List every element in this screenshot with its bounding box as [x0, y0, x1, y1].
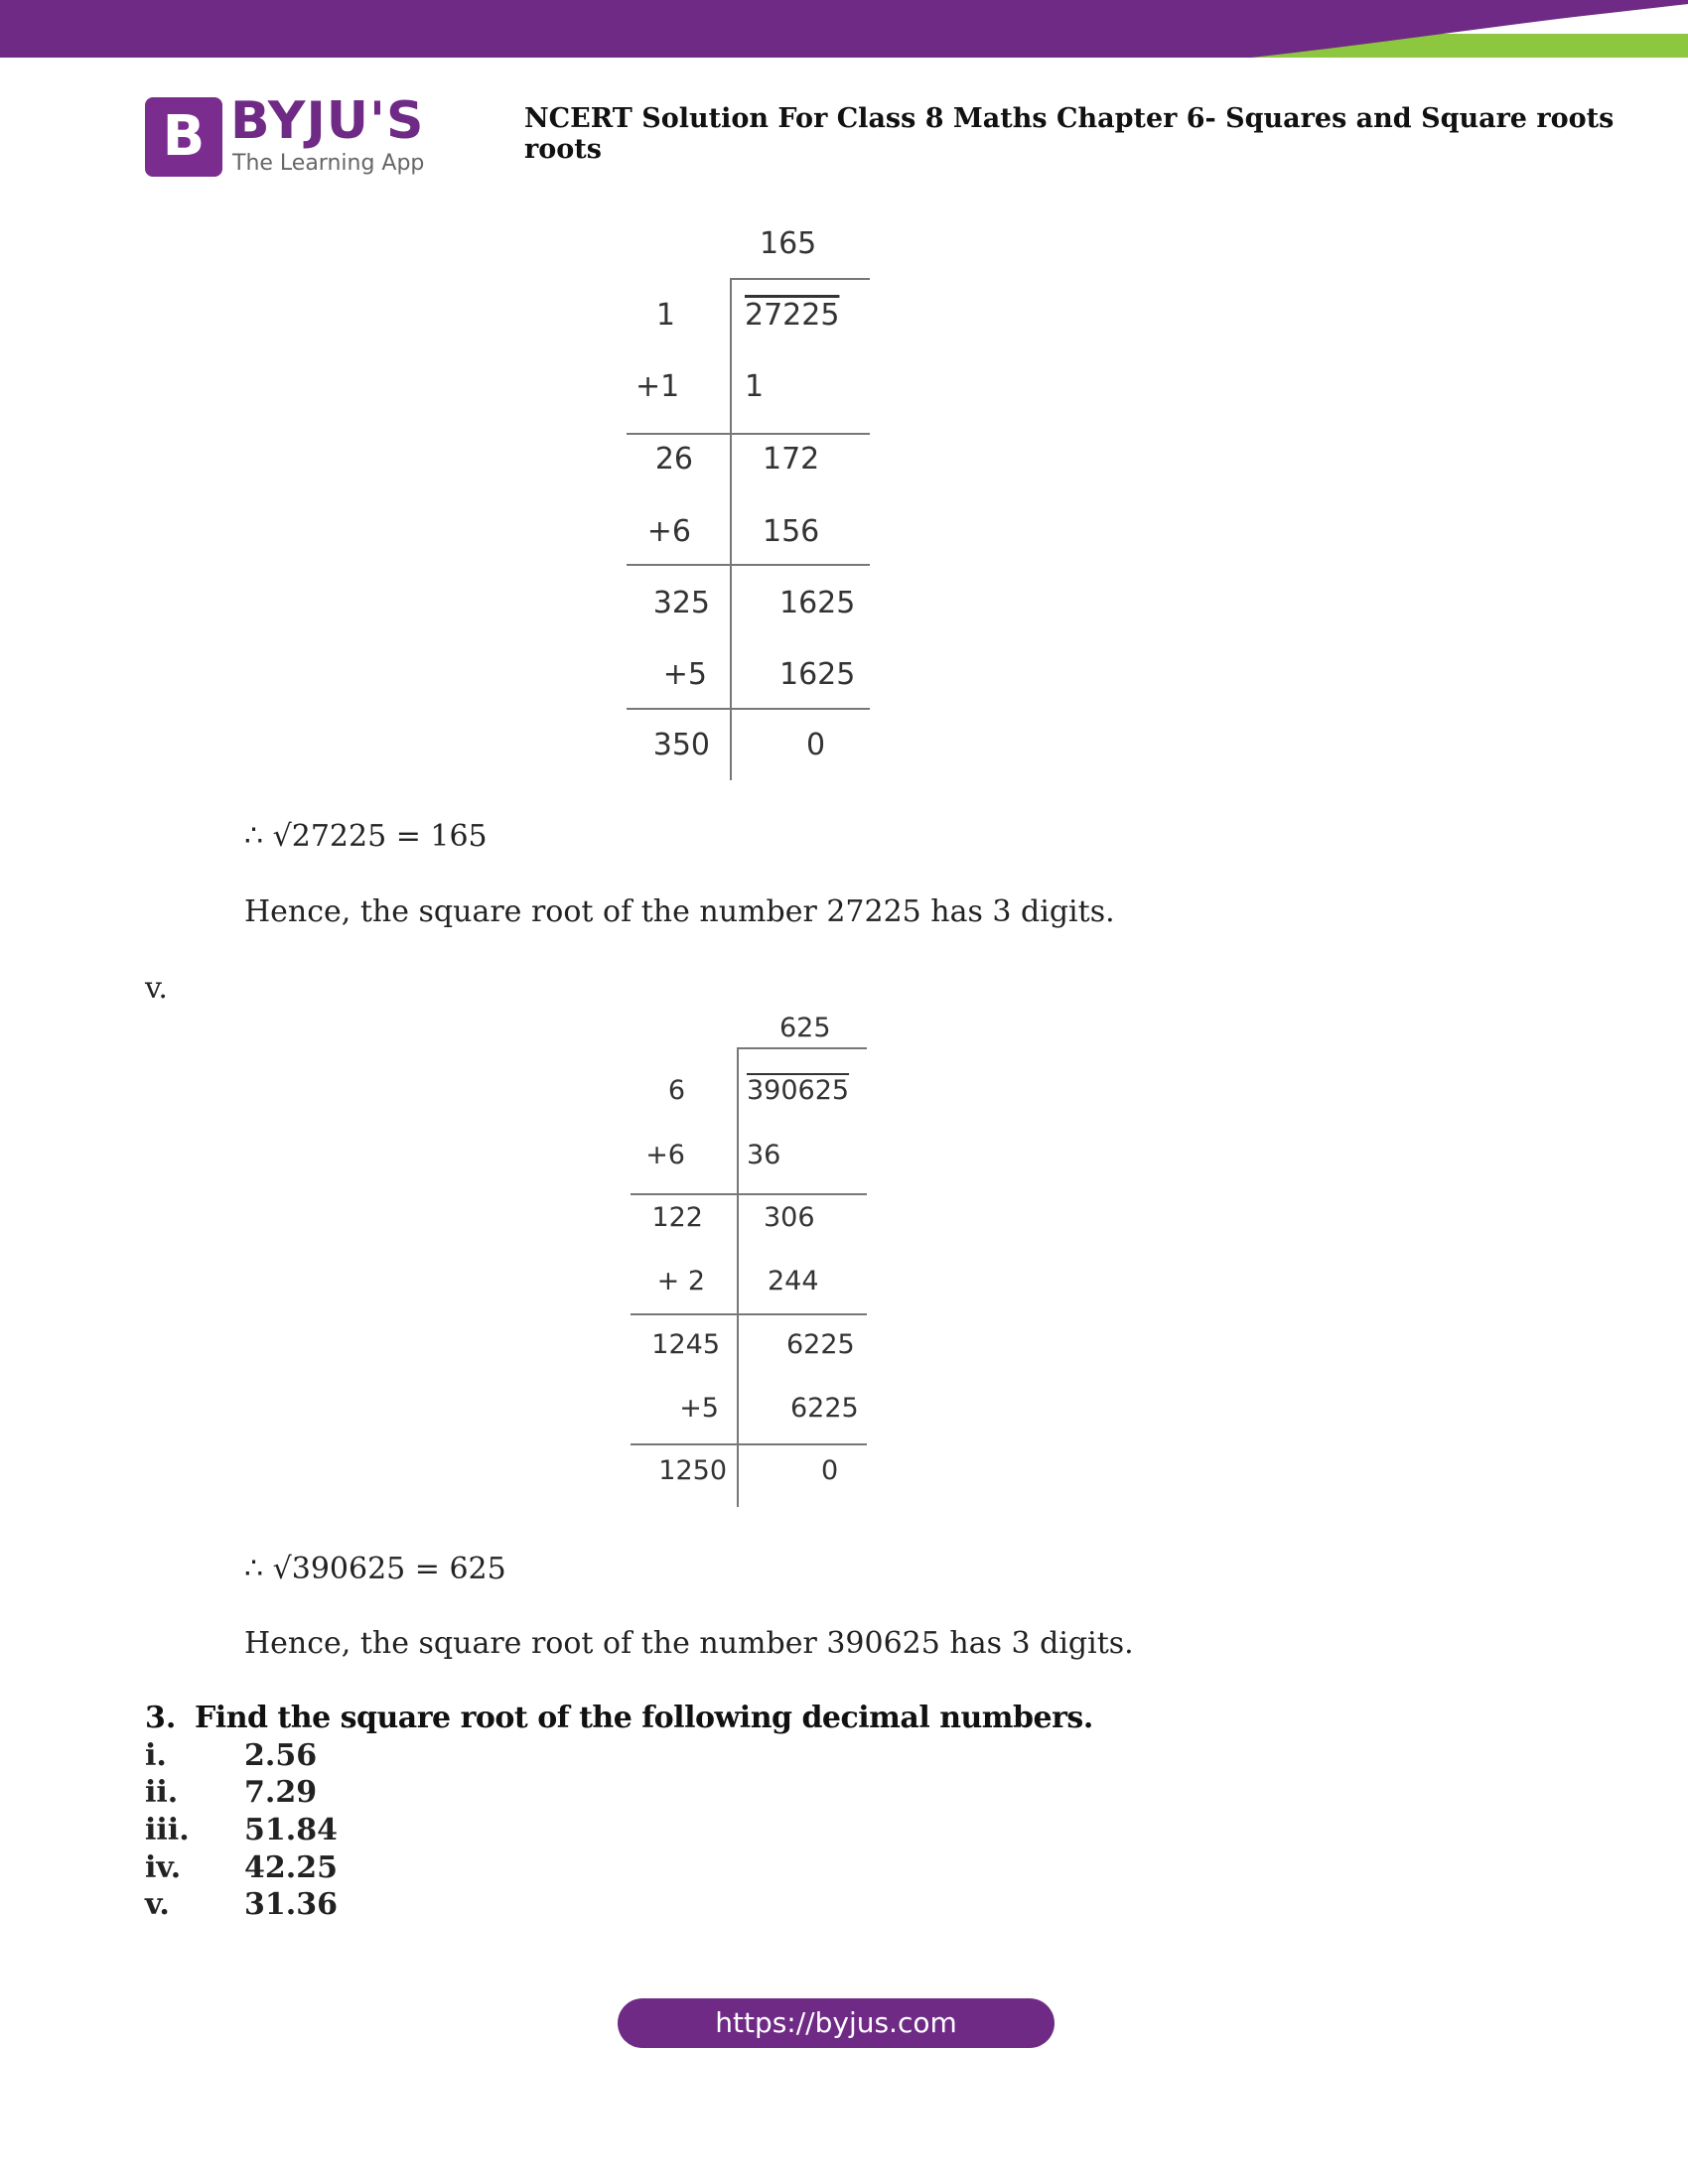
- dividend-cell: 172: [763, 442, 820, 477]
- list-item-label: ii.: [145, 1775, 179, 1810]
- division-rule: [627, 708, 870, 710]
- result-conclusion: Hence, the square root of the number 390625 has 3 digits.: [244, 1626, 1134, 1661]
- division-rule: [631, 1313, 867, 1315]
- list-item-label: v.: [145, 1887, 170, 1922]
- divisor-cell: +6: [646, 514, 691, 549]
- divisor-cell: 350: [652, 728, 710, 762]
- divisor-cell: 6: [667, 1075, 685, 1106]
- purple-band-lower: [0, 0, 1688, 34]
- division-rule: [631, 1443, 867, 1445]
- list-item-value: 31.36: [244, 1887, 338, 1922]
- dividend-cell: 306: [764, 1202, 815, 1233]
- logo-mark-letter: B: [162, 104, 206, 169]
- divisor-cell: 1: [655, 298, 675, 333]
- footer-link[interactable]: [618, 1998, 1055, 2048]
- page-title: NCERT Solution For Class 8 Maths Chapter 6- Squares and Square roots roots: [524, 103, 1615, 165]
- list-item-value: 7.29: [244, 1775, 318, 1810]
- division-quotient: 165: [760, 226, 817, 261]
- dividend-cell: 27225: [745, 298, 840, 333]
- footer-url[interactable]: https://byjus.com: [715, 2006, 957, 2039]
- divisor-cell: 325: [652, 586, 710, 620]
- divisor-cell: 26: [654, 442, 693, 477]
- list-item-value: 2.56: [244, 1738, 318, 1773]
- result-conclusion: Hence, the square root of the number 27225 has 3 digits.: [244, 894, 1115, 929]
- division-top-rule: [737, 1047, 867, 1049]
- divisor-cell: +5: [662, 657, 707, 692]
- divisor-cell: 1250: [658, 1455, 727, 1486]
- list-item-value: 51.84: [244, 1813, 338, 1847]
- byjus-logo: [145, 91, 433, 179]
- dividend-cell: 1625: [779, 657, 856, 692]
- dividend-cell: 6225: [790, 1393, 859, 1424]
- result-equation: ∴ √27225 = 165: [244, 819, 488, 854]
- division-rule: [631, 1193, 867, 1195]
- list-item-value: 42.25: [244, 1850, 338, 1885]
- dividend-cell: 1: [745, 369, 765, 404]
- question-text: Find the square root of the following decimal numbers.: [195, 1701, 1093, 1735]
- list-item-label: i.: [145, 1738, 167, 1773]
- division-quotient: 625: [779, 1013, 831, 1043]
- result-equation: ∴ √390625 = 625: [244, 1552, 506, 1586]
- divisor-cell: 122: [651, 1202, 703, 1233]
- divisor-cell: +5: [679, 1393, 719, 1424]
- division-vertical-rule: [730, 278, 732, 780]
- divisor-cell: +6: [645, 1140, 685, 1170]
- dividend-cell: 0: [821, 1455, 839, 1486]
- division-vertical-rule: [737, 1047, 739, 1507]
- division-rule: [627, 433, 870, 435]
- division-top-rule: [730, 278, 870, 280]
- divisor-cell: + 2: [656, 1266, 705, 1297]
- logo-tagline: The Learning App: [232, 151, 425, 176]
- dividend-cell: 6225: [786, 1329, 855, 1360]
- logo-mark: [145, 97, 222, 177]
- dividend-cell: 1625: [779, 586, 856, 620]
- list-item-label: iii.: [145, 1813, 190, 1847]
- dividend-cell: 156: [763, 514, 820, 549]
- dividend-cell: 244: [768, 1266, 819, 1297]
- divisor-cell: 1245: [651, 1329, 720, 1360]
- division-rule: [627, 564, 870, 566]
- header-band: [0, 0, 1688, 60]
- part-label: v.: [145, 971, 168, 1006]
- question-number: 3.: [145, 1701, 177, 1735]
- dividend-cell: 0: [806, 728, 826, 762]
- divisor-cell: +1: [635, 369, 680, 404]
- logo-name: BYJU'S: [230, 91, 425, 151]
- dividend-cell: 36: [747, 1140, 781, 1170]
- dividend-cell: 390625: [747, 1075, 850, 1106]
- list-item-label: iv.: [145, 1850, 182, 1885]
